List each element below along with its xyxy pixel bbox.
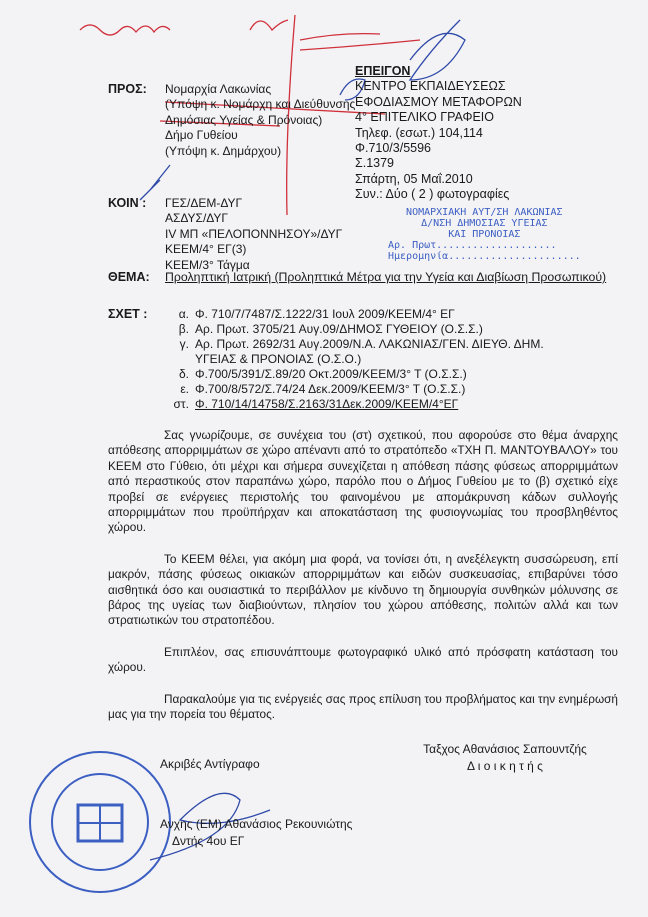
reference-item	[155, 337, 618, 352]
to-recipients	[165, 82, 355, 159]
body-paragraph: Παρακαλούμε για τις ενέργειές σας προς επίλυση του προβλήματος και την ενημέρωσή μας για την πορεία του θέματος.	[108, 691, 618, 722]
signatory-name: Ταξχος Αθανάσιος Σαπουντζής	[423, 741, 587, 756]
sender-line: Τηλεφ. (εσωτ.) 104,114	[355, 125, 483, 140]
sender-line: ΕΦΟΔΙΑΣΜΟΥ ΜΕΤΑΦΟΡΩΝ	[355, 94, 522, 109]
cc-line: ΚΕΕΜ/3° Τάγμα	[165, 257, 250, 272]
body-paragraph: Το ΚΕΕΜ θέλει, για ακόμη μια φορά, να τονίσει ότι, η ανεξέλεγκτη συσσώρευση, επί μακρόν, πάσης φύσεως οικιακών απορριμμάτων και ειδών συσκευασίας, επιβαρύνει τόσο αισθητικά όσο και ουσιαστικά το περιβάλλον με κίνδυνο τη δημιουργία συνθηκών μόλυνσης σε βάρος της υγείας των διαβιούντων, πλησίον του χώρου απόθεσης, πολιτών αλλά και των στρατιωτικών του στρατοπέδου.	[108, 551, 618, 628]
sender-line: ΚΕΝΤΡΟ ΕΚΠΑΙΔΕΥΣΕΩΣ	[355, 79, 506, 94]
reference-text: ΥΓΕΙΑΣ & ΠΡΟΝΟΙΑΣ (Ο.Σ.Ο.)	[195, 352, 362, 366]
reference-text: Φ. 710/7/7487/Σ.1222/31 Ιουλ 2009/ΚΕΕΜ/4° ΕΓ	[195, 307, 455, 321]
sender-line: Φ.710/3/5596	[355, 141, 432, 156]
reference-text: Φ.700/8/572/Σ.74/24 Δεκ.2009/ΚΕΕΜ/3° Τ (Ο.Σ.Σ.)	[195, 382, 466, 396]
sender-line: Συν.: Δύο ( 2 ) φωτογραφίες	[355, 187, 510, 202]
urgent-label: ΕΠΕΙΓΟΝ	[355, 64, 411, 78]
to-line: (Υπόψη κ. Δημάρχου)	[165, 143, 282, 158]
cc-label: ΚΟΙΝ :	[108, 196, 147, 210]
cc-line: ΓΕΣ/ΔΕΜ-ΔΥΓ	[165, 196, 243, 210]
body-paragraph: Επιπλέον, σας επισυνάπτουμε φωτογραφικό υλικό από πρόσφατη κατάσταση του χώρου.	[108, 644, 618, 675]
copy-signatory-role: Δντής 4ου ΕΓ	[172, 833, 245, 848]
received-stamp	[388, 207, 581, 262]
references-label: ΣΧΕΤ :	[108, 307, 148, 321]
subject-text: Προληπτική Ιατρική (Προληπτικά Μέτρα για την Υγεία και Διαβίωση Προσωπικού)	[165, 270, 607, 284]
signatory-role: Δ ι ο ι κ η τ ή ς	[467, 758, 543, 773]
to-line: Δήμο Γυθείου	[165, 128, 238, 143]
stamp-line: Ημερομηνία......................	[388, 251, 581, 262]
sender-line: 4° ΕΠΙΤΕΛΙΚΟ ΓΡΑΦΕΙΟ	[355, 110, 494, 125]
reference-mark: στ.	[173, 397, 189, 411]
letter-body	[108, 307, 618, 861]
stamp-line: ΚΑΙ ΠΡΟΝΟΙΑΣ	[448, 229, 521, 240]
cc-line: ΚΕΕΜ/4° ΕΓ(3)	[165, 242, 247, 257]
reference-text: Αρ. Πρωτ. 2692/31 Αυγ.2009/Ν.Α. ΛΑΚΩΝΙΑΣ/ΓΕΝ. ΔΙΕΥΘ. ΔΗΜ.	[195, 337, 544, 351]
reference-item	[155, 367, 618, 382]
stamp-line: Δ/ΝΣΗ ΔΗΜΟΣΙΑΣ ΥΓΕΙΑΣ	[421, 218, 548, 229]
to-label: ΠΡΟΣ:	[108, 82, 147, 96]
sender-line: Σπάρτη, 05 Μαΐ.2010	[355, 171, 473, 186]
reference-item	[155, 382, 618, 397]
cc-recipients	[165, 196, 342, 273]
reference-item	[155, 322, 618, 337]
body-paragraph: Σας γνωρίζουμε, σε συνέχεια του (στ) σχετικού, που αφορούσε στο θέμα άναρχης απόθεσης απορριμμάτων σε χώρο απέναντι από το στρατόπεδο «ΤΧΗ Π. ΜΑΝΤΟΥΒΑΛΟΥ» του ΚΕΕΜ στο Γύθειο, ότι μέχρι και σήμερα συνεχίζεται η απόθεση πάσης φύσεως απορριμμάτων από περαστικούς στον παραπάνω χώρο, παρόλο που ο Δήμος Γυθείου με το (β) σχετικό είχε προβεί σε ενέργειες περιστολής του φαινομένου με απομάκρυνση κάδων συλλογής απορριμμάτων που προϋπήρχαν και αποκατάσταση της φυσιογνωμίας του προσβληθέντος χώρου.	[108, 428, 618, 535]
stamp-line: ΝΟΜΑΡΧΙΑΚΗ ΑΥΤ/ΣΗ ΛΑΚΩΝΙΑΣ	[406, 207, 563, 218]
to-line: Νομαρχία Λακωνίας	[165, 82, 272, 96]
references	[108, 307, 618, 412]
reference-text: Αρ. Πρωτ. 3705/21 Αυγ.09/ΔΗΜΟΣ ΓΥΘΕΙΟΥ (Ο.Σ.Σ.)	[195, 322, 483, 336]
reference-text: Φ. 710/14/14758/Σ.2163/31Δεκ.2009/ΚΕΕΜ/4°ΕΓ	[195, 397, 459, 411]
reference-mark: γ.	[179, 337, 189, 351]
sender-line: Σ.1379	[355, 156, 395, 171]
reference-text: Φ.700/5/391/Σ.89/20 Οκτ.2009/ΚΕΕΜ/3° Τ (Ο.Σ.Σ.)	[195, 367, 467, 381]
to-line: (Υπόψη κ. Νομάρχη και Διεύθυνσης	[165, 97, 356, 112]
stamp-line: Αρ. Πρωτ....................	[388, 240, 557, 251]
copy-signatory-name: Ανχης (ΕΜ) Αθανάσιος Ρεκουνιώτης	[160, 816, 353, 831]
sender-block	[355, 64, 522, 203]
reference-mark: β.	[178, 322, 189, 336]
reference-item	[155, 307, 618, 322]
cc-line: IV ΜΠ «ΠΕΛΟΠΟΝΝΗΣΟΥ»/ΔΥΓ	[165, 226, 343, 241]
reference-item	[155, 352, 618, 367]
signature-block	[400, 741, 610, 775]
references-list	[155, 307, 618, 412]
to-line: Δημόσιας Υγείας & Πρόνοιας)	[165, 112, 323, 127]
reference-item	[155, 397, 618, 412]
signature-area	[108, 741, 618, 861]
reference-mark: ε.	[180, 382, 189, 396]
certified-copy-label: Ακριβές Αντίγραφο	[160, 756, 260, 771]
reference-mark: α.	[178, 307, 189, 321]
reference-mark: δ.	[178, 367, 189, 381]
subject-label: ΘΕΜΑ:	[108, 270, 150, 284]
cc-line: ΑΣΔΥΣ/ΔΥΓ	[165, 211, 229, 226]
